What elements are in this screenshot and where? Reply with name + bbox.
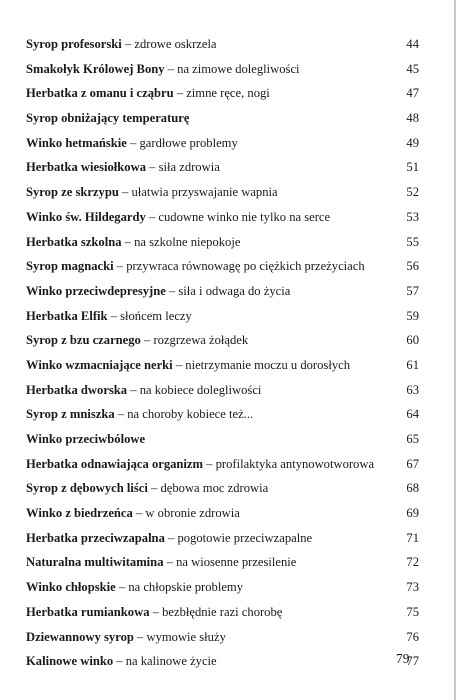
toc-entry-text (26, 36, 217, 52)
toc-entry (26, 579, 419, 604)
toc-entry-description: rozgrzewa żołądek (153, 333, 249, 348)
toc-entry-description: wymowie służy (146, 629, 226, 644)
toc-entry-text (26, 135, 238, 151)
toc-entry (26, 629, 419, 654)
toc-entry-text (26, 184, 278, 200)
toc-entry-separator: – (203, 456, 216, 471)
toc-entry-text (26, 283, 290, 299)
toc-entry-page: 68 (406, 481, 419, 496)
toc-entry-title: Syrop magnacki (26, 259, 114, 274)
toc-entry-page: 69 (406, 506, 419, 521)
toc-entry-page: 44 (406, 37, 419, 51)
toc-entry-description: na kobiece dolegliwości (139, 382, 262, 397)
toc-entry-title: Winko chłopskie (26, 580, 116, 595)
toc-entry-text (26, 604, 282, 620)
toc-entry-text (26, 308, 192, 324)
toc-entry-page: 51 (406, 160, 419, 175)
toc-entry-description: zimne ręce, nogi (186, 86, 270, 101)
toc-entry-page: 73 (406, 580, 419, 595)
toc-entry-separator: – (132, 506, 146, 521)
toc-entry-text (26, 554, 296, 570)
toc-entry-description: przywraca równowagę po ciężkich przeżyciach (126, 259, 365, 274)
toc-entry-separator: – (140, 333, 154, 348)
toc-entry (26, 234, 419, 259)
toc-entry-text (26, 159, 220, 175)
toc-entry-separator: – (145, 209, 159, 224)
toc-entry (26, 604, 419, 629)
toc-entry-text (26, 85, 270, 101)
toc-entry-title: Winko wzmacniające nerki (26, 357, 173, 372)
toc-entry-title: Herbatka rumiankowa (26, 604, 150, 619)
toc-entry-description: na kalinowe życie (125, 654, 217, 669)
toc-entry-description: na zimowe dolegliwości (177, 61, 300, 76)
toc-entry-page: 57 (406, 283, 419, 298)
toc-entry-description: nietrzymanie moczu u dorosłych (185, 357, 350, 372)
toc-entry-page: 48 (406, 111, 419, 126)
toc-entry-text (26, 431, 145, 447)
toc-entry-description: na szkolne niepokoje (134, 234, 241, 249)
toc-entry-separator: – (165, 283, 179, 298)
toc-entry-title: Herbatka odnawiająca organizm (26, 456, 204, 471)
toc-entry (26, 406, 419, 431)
toc-entry (26, 357, 419, 382)
toc-entry-text (26, 505, 240, 521)
toc-entry-title: Syrop profesorski (26, 37, 122, 51)
toc-entry (26, 530, 419, 555)
toc-entry-description: cudowne winko nie tylko na serce (158, 209, 331, 224)
toc-entry-description: siła zdrowia (158, 160, 220, 175)
toc-entry-page: 67 (406, 456, 419, 471)
toc-entry-text (26, 234, 240, 250)
toc-entry-text (26, 110, 189, 126)
toc-entry-separator: – (121, 234, 135, 249)
toc-entry-separator: – (149, 604, 163, 619)
table-of-contents (26, 36, 419, 678)
toc-entry-separator: – (121, 37, 135, 51)
toc-entry-page: 59 (406, 308, 419, 323)
toc-entry (26, 258, 419, 283)
toc-entry-text (26, 258, 365, 274)
toc-entry-text (26, 209, 330, 225)
toc-entry-page: 53 (406, 209, 419, 224)
toc-entry (26, 135, 419, 160)
toc-entry (26, 554, 419, 579)
toc-entry-description: gardłowe problemy (139, 135, 238, 150)
toc-entry-title: Syrop z bzu czarnego (26, 333, 141, 348)
toc-entry-description: na choroby kobiece też... (127, 407, 254, 422)
toc-entry-separator: – (133, 629, 147, 644)
page-number: 79 (396, 651, 410, 666)
toc-entry-separator: – (114, 407, 128, 422)
toc-entry-text (26, 332, 248, 348)
toc-entry-title: Herbatka z omanu i cząbru (26, 86, 174, 101)
toc-entry-description: dębowa moc zdrowia (160, 481, 269, 496)
toc-entry-title: Herbatka przeciwzapalna (26, 530, 165, 545)
toc-entry (26, 456, 419, 481)
toc-entry (26, 36, 419, 61)
toc-entry (26, 85, 419, 110)
toc-entry (26, 505, 419, 530)
toc-entry-page: 52 (406, 185, 419, 200)
toc-entry-title: Herbatka szkolna (26, 234, 122, 249)
toc-entry-description: na wiosenne przesilenie (176, 555, 297, 570)
toc-entry-text (26, 382, 261, 398)
toc-entry-description: siła i odwaga do życia (178, 283, 291, 298)
toc-entry-page: 75 (406, 604, 419, 619)
toc-entry-text (26, 456, 374, 472)
toc-entry-separator: – (146, 160, 159, 175)
toc-entry-title: Herbatka wiesiołkowa (26, 160, 146, 175)
toc-entry (26, 332, 419, 357)
toc-entry-text (26, 357, 350, 373)
toc-entry-separator: – (115, 580, 129, 595)
toc-entry-text (26, 579, 243, 595)
toc-entry-page: 60 (406, 333, 419, 348)
toc-entry (26, 159, 419, 184)
toc-entry-description: w obronie zdrowia (145, 506, 240, 521)
toc-entry-separator: – (113, 259, 127, 274)
toc-entry-separator: – (127, 382, 140, 397)
toc-entry-text (26, 480, 268, 496)
toc-entry-separator: – (107, 308, 121, 323)
toc-entry-page: 76 (406, 629, 419, 644)
toc-entry (26, 209, 419, 234)
toc-entry-description: bezbłędnie razi chorobę (162, 604, 283, 619)
toc-entry-text (26, 61, 300, 77)
toc-entry-title: Syrop z dębowych liści (26, 481, 148, 496)
toc-entry-page: 49 (406, 135, 419, 150)
toc-entry-page: 65 (406, 432, 419, 446)
toc-entry-separator: – (126, 135, 140, 150)
toc-entry-separator: – (163, 555, 177, 570)
toc-entry-description: słońcem leczy (120, 308, 192, 323)
toc-entry-page: 47 (406, 86, 419, 101)
toc-entry (26, 653, 419, 678)
toc-entry-description: zdrowe oskrzela (134, 37, 217, 51)
toc-entry (26, 184, 419, 209)
toc-entry (26, 110, 419, 135)
toc-entry-title: Winko hetmańskie (26, 135, 127, 150)
toc-entry (26, 431, 419, 456)
toc-entry-title: Naturalna multiwitamina (26, 555, 164, 570)
toc-entry-description: ułatwia przyswajanie wapnia (131, 185, 278, 200)
toc-entry (26, 480, 419, 505)
toc-entry-separator: – (118, 185, 132, 200)
toc-entry-separator: – (147, 481, 161, 496)
toc-entry-page: 72 (406, 555, 419, 570)
toc-entry (26, 61, 419, 86)
toc-entry-page: 61 (406, 357, 419, 372)
toc-entry-text (26, 653, 217, 669)
toc-entry-title: Kalinowe winko (26, 654, 114, 669)
toc-entry-separator: – (164, 530, 178, 545)
toc-entry-separator: – (164, 61, 178, 76)
toc-entry-title: Smakołyk Królowej Bony (26, 61, 165, 76)
toc-entry (26, 283, 419, 308)
toc-entry-page: 63 (406, 382, 419, 397)
toc-entry-title: Winko przeciwbólowe (26, 432, 146, 446)
toc-entry-page: 45 (406, 61, 419, 76)
toc-entry-title: Syrop ze skrzypu (26, 185, 119, 200)
toc-entry-description: na chłopskie problemy (128, 580, 244, 595)
toc-entry (26, 382, 419, 407)
toc-entry-title: Herbatka dworska (26, 382, 128, 397)
toc-entry-description: pogotowie przeciwzapalne (177, 530, 313, 545)
toc-entry-page: 56 (406, 259, 419, 274)
toc-entry-page: 55 (406, 234, 419, 249)
toc-entry-separator: – (172, 357, 186, 372)
toc-entry-description: profilaktyka antynowotworowa (215, 456, 375, 471)
toc-entry-title: Herbatka Elfik (26, 308, 108, 323)
toc-entry-title: Winko z biedrzeńca (26, 506, 133, 521)
toc-entry-text (26, 530, 312, 546)
toc-entry-title: Syrop obniżający temperaturę (26, 111, 190, 126)
toc-entry-title: Winko św. Hildegardy (26, 209, 146, 224)
toc-entry (26, 308, 419, 333)
toc-entry-separator: – (173, 86, 187, 101)
toc-entry-text (26, 406, 253, 422)
toc-entry-page: 71 (406, 530, 419, 545)
toc-entry-text (26, 629, 226, 645)
toc-entry-title: Syrop z mniszka (26, 407, 115, 422)
toc-entry-page: 64 (406, 407, 419, 422)
toc-entry-page: 77 (406, 654, 419, 669)
toc-entry-separator: – (113, 654, 126, 669)
toc-entry-title: Winko przeciwdepresyjne (26, 283, 166, 298)
toc-entry-title: Dziewannowy syrop (26, 629, 134, 644)
